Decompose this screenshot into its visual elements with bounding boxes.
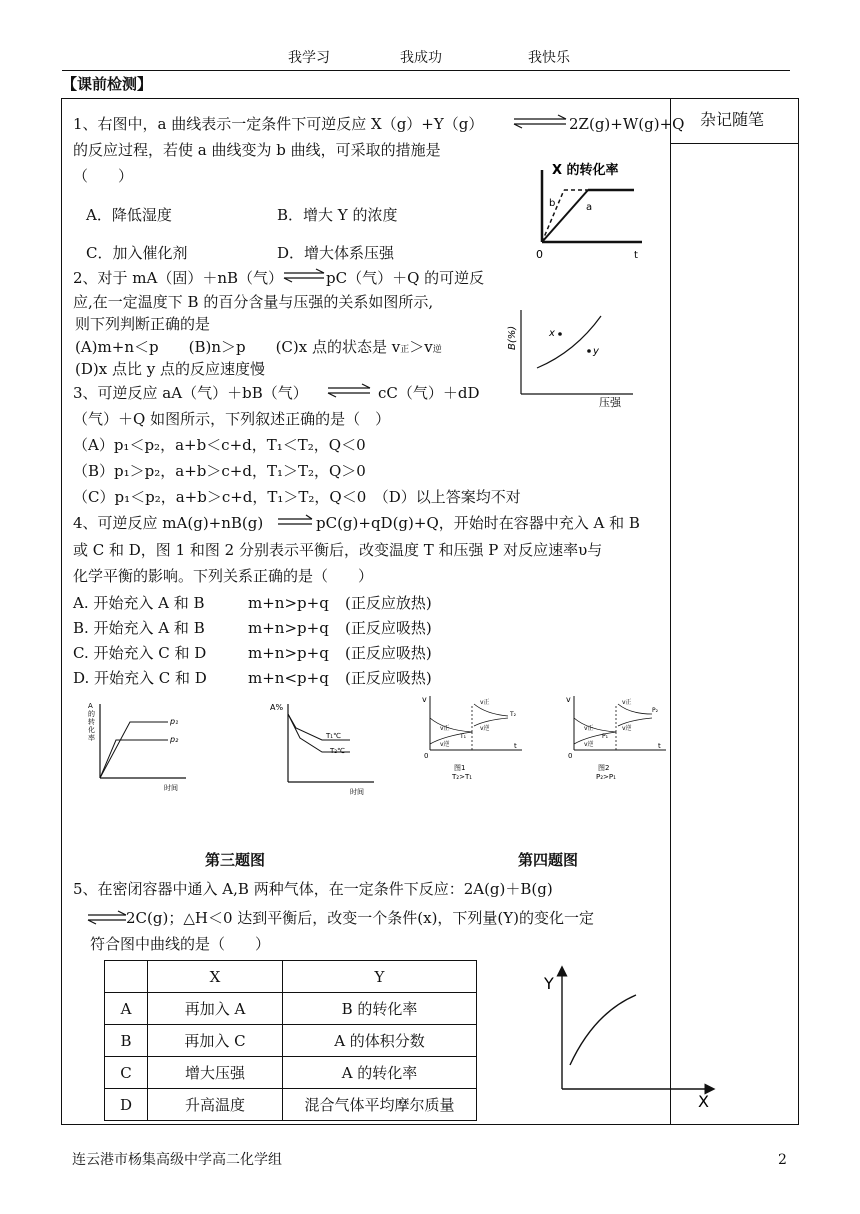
- g3-o: 0: [424, 752, 429, 760]
- q2-point-y: y: [593, 346, 599, 357]
- table-cell: X: [148, 961, 283, 993]
- table-cell: Y: [283, 961, 477, 993]
- g1-x: 时间: [164, 784, 178, 792]
- q2-x-label: 压强: [599, 396, 621, 409]
- q1-line1: 1、右图中，a 曲线表示一定条件下可逆反应 X（g）+Y（g）: [73, 115, 484, 133]
- q3-line1b: cC（气）＋dD: [378, 384, 480, 402]
- q3-option-a: （A）p₁＜p₂，a+b＜c+d，T₁＜T₂，Q＜0: [73, 436, 366, 454]
- q2-sub-reverse: 逆: [432, 345, 442, 355]
- q5-line1: 5、在密闭容器中通入 A,B 两种气体，在一定条件下反应：2A(g)＋B(g): [73, 880, 553, 898]
- q3-option-b: （B）p₁＞p₂，a+b＞c+d，T₁＞T₂，Q＞0: [73, 462, 366, 480]
- q4-line1a: 4、可逆反应 mA(g)+nB(g): [73, 514, 264, 532]
- q3-option-c: （C）p₁＜p₂，a+b＞c+d，T₁＞T₂，Q＜0 （D）以上答案均不对: [73, 488, 521, 506]
- header-item-3: 我快乐: [528, 50, 570, 66]
- header-item-2: 我成功: [400, 50, 442, 66]
- table-cell: A 的转化率: [283, 1057, 477, 1089]
- q1-option-b: B．增大 Y 的浓度: [277, 206, 398, 224]
- header-rule: [62, 70, 790, 71]
- q4-option-b-heat: (正反应吸热): [345, 619, 432, 637]
- q5-table: [104, 960, 477, 1121]
- g3-cap1: 图1: [454, 764, 466, 772]
- q1-graph: [530, 158, 670, 264]
- g1-y5: 率: [88, 734, 95, 742]
- q2-graph: [503, 306, 643, 408]
- g3-t: t: [514, 742, 517, 750]
- table-cell: B: [105, 1025, 148, 1057]
- q1-line3: （ ）: [73, 167, 134, 185]
- q4-option-d-rel: m+n<p+q: [248, 669, 329, 687]
- g3-tl: T₂: [510, 711, 517, 718]
- q4-option-c-heat: (正反应吸热): [345, 644, 432, 662]
- table-cell: A: [105, 993, 148, 1025]
- g3-v: v: [422, 695, 427, 704]
- equilibrium-arrow-icon: [512, 114, 568, 130]
- q2-y-label: B(%): [507, 325, 518, 350]
- q3-line2: （气）＋Q 如图所示，下列叙述正确的是（ ）: [73, 410, 391, 428]
- g4-v: v: [566, 695, 571, 704]
- g3-vn1: v逆: [440, 741, 450, 748]
- q4-option-a-heat: (正反应放热): [345, 594, 432, 612]
- q2-line3: 则下列判断正确的是: [75, 315, 211, 333]
- side-header-rule: [670, 143, 798, 144]
- header-item-1: 我学习: [288, 50, 330, 66]
- q4-option-d-heat: (正反应吸热): [345, 669, 432, 687]
- caption-figure-3: 第三题图: [205, 851, 266, 869]
- q1-option-c: C．加入催化剂: [86, 244, 188, 262]
- side-column-title: 杂记随笔: [700, 110, 765, 129]
- g2-t2: T₂℃: [330, 747, 345, 755]
- g4-t: t: [658, 742, 661, 750]
- table-cell: 升高温度: [148, 1089, 283, 1121]
- g3-cap2: T₂>T₁: [452, 773, 473, 781]
- q1-curve-b-label: b: [549, 198, 556, 209]
- q2-line2: 应,在一定温度下 B 的百分含量与压强的关系如图所示,: [73, 293, 434, 311]
- g1-y3: 转: [88, 718, 95, 726]
- table-cell: [105, 961, 148, 993]
- fig3-graph2: [270, 700, 380, 798]
- g4-cap2: P₂>P₁: [596, 773, 616, 781]
- table-cell: 再加入 C: [148, 1025, 283, 1057]
- table-cell: C: [105, 1057, 148, 1089]
- table-row: [105, 1089, 477, 1121]
- table-cell: 增大压强: [148, 1057, 283, 1089]
- table-row: [105, 961, 477, 993]
- footer-page-number: 2: [778, 1152, 787, 1168]
- q4-option-d: D. 开始充入 C 和 D: [73, 669, 207, 687]
- g4-vn1: v逆: [584, 741, 594, 748]
- q1-curve-a-label: a: [586, 202, 593, 213]
- g3-tl1: T₁: [460, 733, 467, 740]
- fig4-graph1: [418, 690, 526, 782]
- equilibrium-arrow-icon: [326, 383, 372, 399]
- q1-line2: 的反应过程，若使 a 曲线变为 b 曲线，可采取的措施是: [73, 141, 441, 159]
- caption-figure-4: 第四题图: [518, 851, 579, 869]
- g1-y2: 的: [88, 710, 95, 718]
- q4-option-a: A. 开始充入 A 和 B: [73, 594, 205, 612]
- g2-t1: T₁℃: [326, 732, 341, 740]
- q2-line4: [75, 340, 442, 355]
- q2-point-x: x: [549, 328, 555, 339]
- q4-option-a-rel: m+n>p+q: [248, 594, 329, 612]
- g1-p2: p₂: [170, 735, 179, 744]
- q5-line3: 符合图中曲线的是（ ）: [90, 935, 271, 953]
- fig3-graph1: [86, 700, 196, 796]
- q2-gt: ＞v: [409, 338, 433, 356]
- q4-line1b: pC(g)+qD(g)+Q，开始时在容器中充入 A 和 B: [316, 514, 640, 532]
- equilibrium-arrow-icon: [276, 514, 314, 530]
- g1-y4: 化: [88, 726, 95, 734]
- fig4-graph2: [562, 690, 670, 782]
- footer-school: 连云港市杨集高级中学高二化学组: [72, 1152, 282, 1168]
- table-cell: 混合气体平均摩尔质量: [283, 1089, 477, 1121]
- g4-vz1: v正: [584, 725, 594, 732]
- table-cell: B 的转化率: [283, 993, 477, 1025]
- equilibrium-arrow-icon: [282, 268, 326, 284]
- q1-graph-title: X 的转化率: [552, 163, 619, 178]
- table-cell: D: [105, 1089, 148, 1121]
- q4-line3: 化学平衡的影响。下列关系正确的是（ ）: [73, 567, 374, 585]
- g4-o: 0: [568, 752, 573, 760]
- q1-x-label: t: [634, 250, 638, 261]
- section-title: 【课前检测】: [62, 75, 153, 93]
- g2-y: A%: [270, 703, 284, 712]
- g3-vz1: v正: [440, 725, 450, 732]
- g4-pl1: P₁: [602, 733, 609, 740]
- q5-graph: [538, 965, 718, 1113]
- q4-option-c-rel: m+n>p+q: [248, 644, 329, 662]
- q1-option-d: D．增大体系压强: [277, 244, 395, 262]
- table-row: [105, 1057, 477, 1089]
- g4-vn2: v逆: [622, 725, 632, 732]
- q2-sub-forward: 正: [400, 345, 410, 355]
- g2-x: 时间: [350, 788, 364, 796]
- q1-option-a: A．降低湿度: [86, 206, 172, 224]
- g4-vz2: v正: [622, 699, 632, 706]
- q4-option-c: C. 开始充入 C 和 D: [73, 644, 207, 662]
- q4-option-b: B. 开始充入 A 和 B: [73, 619, 205, 637]
- table-cell: A 的体积分数: [283, 1025, 477, 1057]
- q3-line1a: 3、可逆反应 aA（气）＋bB（气）: [73, 384, 308, 402]
- q5-y-label: Y: [544, 974, 554, 993]
- q4-line2: 或 C 和 D，图 1 和图 2 分别表示平衡后，改变温度 T 和压强 P 对反应速率υ与: [73, 541, 603, 559]
- g4-cap1: 图2: [598, 764, 610, 772]
- q1-origin-label: 0: [536, 248, 543, 261]
- g1-p1: p₁: [170, 717, 179, 726]
- q2-line1a: 2、对于 mA（固）＋nB（气）: [73, 269, 284, 287]
- table-row: [105, 993, 477, 1025]
- q2-line5: (D)x 点比 y 点的反应速度慢: [75, 360, 265, 378]
- q2-line1b: pC（气）＋Q 的可逆反: [326, 269, 485, 287]
- g1-y1: A: [88, 702, 93, 710]
- g3-vz2: v正: [480, 699, 490, 706]
- q5-x-label: X: [698, 1092, 709, 1111]
- table-row: [105, 1025, 477, 1057]
- q1-line1-end: 2Z(g)+W(g)+Q: [569, 115, 685, 133]
- g4-pl: P₂: [652, 707, 659, 714]
- equilibrium-arrow-icon: [86, 910, 128, 926]
- q4-option-b-rel: m+n>p+q: [248, 619, 329, 637]
- g3-vn2: v逆: [480, 725, 490, 732]
- q5-line2: 2C(g)；△H＜0 达到平衡后，改变一个条件(x)，下列量(Y)的变化一定: [126, 909, 595, 927]
- table-cell: 再加入 A: [148, 993, 283, 1025]
- q2-line4-text: (A)m+n＜p (B)n＞p (C)x 点的状态是 v: [75, 338, 401, 356]
